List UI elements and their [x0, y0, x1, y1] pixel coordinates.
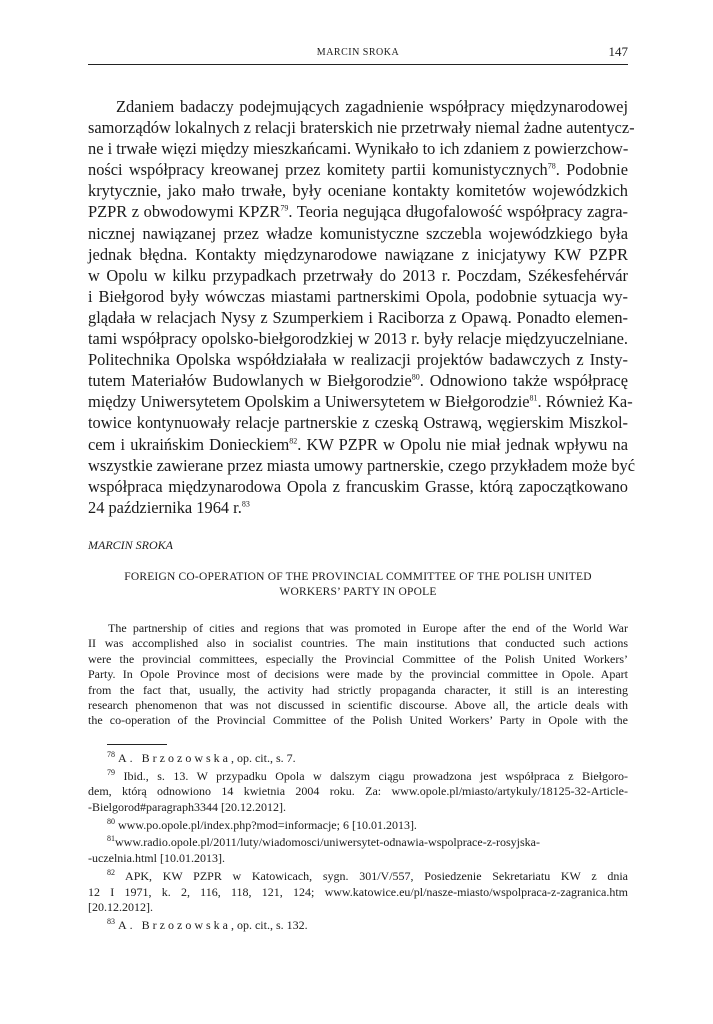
footnote-author: A. Brzozowska — [118, 917, 231, 932]
footnotes — [88, 751, 628, 936]
footnote-79: $^{79}$ Ibid., s. 13. W przypadku Opola w dalszym ciągu prowadzona jest współpraca z Biełgoro- dem, którą odnowiono 14 kwietnia 2004 roku. Za: www.opole.pl/miasto/artykuly/18125-32-Article- -Bielgorod#paragraph3344 [20.12.2012]. — [88, 767, 629, 815]
header-rule — [88, 64, 628, 65]
summary-title-line: FOREIGN CO-OPERATION OF THE PROVINCIAL COMMITTEE OF THE POLISH UNITED — [124, 571, 592, 583]
body-line: PZPR z obwodowymi KPZR$^{79}$. Teoria negująca długofalowość współpracy zagra- — [88, 202, 628, 222]
footnote-ref: 79 — [280, 204, 289, 213]
footnote-number: 82 — [107, 867, 115, 877]
footnote-81: $^{81}$www.radio.opole.pl/2011/luty/wiadomosci/uniwersytet-odnawia-wspolprace-z-rosyjska- -uczelnia.html [10.01.2013]. — [88, 834, 541, 866]
abstract-line: II was accomplished also in socialist countries. The main institutions that conducted such actions — [88, 636, 628, 651]
footnote-number: 79 — [107, 767, 115, 777]
footnote-83: $^{83}$ A. Brzozowska, op. cit., s. 132. — [107, 916, 308, 932]
body-line: między Uniwersytetem Opolskim a Uniwersytetem w Biełgorodzie$^{81}$. Również Ka- — [88, 392, 633, 412]
footnote-number: 80 — [107, 816, 115, 826]
body-line: towice kontynuowały relacje partnerskie z czeską Ostrawą, węgierskim Miszkol- — [88, 413, 628, 433]
abstract-line: The partnership of cities and regions that was promoted in Europe after the end of the World War — [108, 621, 628, 635]
body-line: Zdaniem badaczy podejmujących zagadnienie współpracy międzynarodowej — [116, 97, 628, 116]
summary-author: MARCIN SROKA — [88, 538, 173, 552]
summary-title-line: WORKERS’ PARTY IN OPOLE — [279, 586, 437, 598]
abstract-line: were the provincial committees, especially the Provincial Committee of the Polish United Workers’ — [88, 651, 628, 666]
footnote-number: 81 — [107, 834, 115, 844]
footnote-number: 83 — [107, 916, 115, 926]
body-line: i Biełgorod były wówczas miastami partnerskimi Opola, podobnie sytuacja wy- — [88, 286, 628, 306]
body-line: jednak błędna. Kontakty międzynarodowe nawiązane z inicjatywy KW PZPR — [88, 244, 628, 264]
footnote-number: 78 — [107, 750, 115, 759]
running-header-author: MARCIN SROKA — [316, 47, 400, 58]
body-line: cem i ukraińskim Donieckiem$^{82}$. KW PZPR w Opolu nie miał jednak wpływu na — [88, 434, 628, 454]
body-line: nicznej nawiązanej przez władze komunistyczne szczebla wojewódzkiego była — [88, 223, 628, 243]
footnote-ref: 78 — [547, 161, 556, 171]
body-line: ności współpracy kreowanej przez komitety partii komunistycznych$^{78}$. Podobnie — [88, 160, 628, 180]
body-line: krytycznie, jako mało trwałe, były oceniane kontakty komitetów wojewódzkich — [88, 181, 628, 201]
footnote-80: $^{80}$ www.po.opole.pl/index.php?mod=informacje; 6 [10.01.2013]. — [107, 816, 417, 832]
body-line: 24 października 1964 r.$^{83}$ — [88, 497, 250, 517]
abstract-line: the co-operation of the Provincial Committee of the Polish United Workers’ Party in Opole with the — [88, 713, 628, 728]
footnote-82: $^{82}$ APK, KW PZPR w Katowicach, sygn. 301/V/557, Posiedzenie Sekretariatu KW z dnia 12 I 1971, k. 2, 116, 118, 121, 124; www.katowice.eu/pl/nasze-miasto/wspolpraca-z-zagranica.htm [20.12.2012]. — [88, 867, 628, 915]
body-line: glądała w relacjach Nysy z Szumperkiem i Raciborza z Opawą. Ponadto elemen- — [88, 307, 628, 327]
body-line: ne i trwałe więzi między mieszkańcami. Wynikało to ich zdaniem z powierzchow- — [88, 139, 629, 159]
body-line: tutem Materiałów Budowlanych w Biełgorodzie$^{80}$. Odnowiono także współpracę — [88, 371, 628, 391]
page-number: 147 — [608, 44, 628, 59]
footnote-ref: 83 — [241, 499, 250, 509]
abstract-line: Party. In Opole Province most of decisions were made by the provincial committee in Opole. Apart — [88, 667, 628, 682]
footnote-ref: 81 — [529, 393, 538, 403]
main-paragraph — [88, 96, 636, 518]
footnote-ref: 80 — [411, 372, 420, 382]
footnote-rule — [107, 744, 167, 745]
abstract-line: from the fact that, usually, the activity had strictly propaganda character, it still is an interesting — [88, 682, 628, 697]
footnote-78: $^{78}$ A. Brzozowska, op. cit., s. 7. — [107, 750, 296, 765]
abstract-line: research phenomenon that was not discussed in scientific discourse. Above all, the article deals with — [88, 697, 628, 712]
body-line: samorządów lokalnych z relacji braterskich nie przetrwały niemal żadne autentycz- — [88, 118, 635, 138]
summary-abstract — [88, 621, 628, 729]
body-line: wszystkie zawierane przez miasta umowy partnerskie, czego przykładem może być — [88, 455, 636, 475]
body-line: tami współpracy opolsko-biełgorodzkiej w 2013 r. były relacje międzyuczelniane. — [88, 329, 628, 349]
body-line: współpraca międzynarodowa Opola z francuskim Grasse, którą zapoczątkowano — [88, 476, 628, 496]
summary-title — [88, 570, 628, 600]
body-line: w Opolu w kilku przypadkach przetrwały do 2013 r. Poczdam, Székesfehérvár — [88, 265, 628, 285]
running-header — [88, 44, 628, 62]
footnote-ref: 82 — [289, 436, 298, 446]
footnote-author: A. Brzozowska — [118, 751, 231, 765]
body-line: Politechnika Opolska współdziałała w realizacji projektów badawczych z Insty- — [88, 350, 628, 370]
